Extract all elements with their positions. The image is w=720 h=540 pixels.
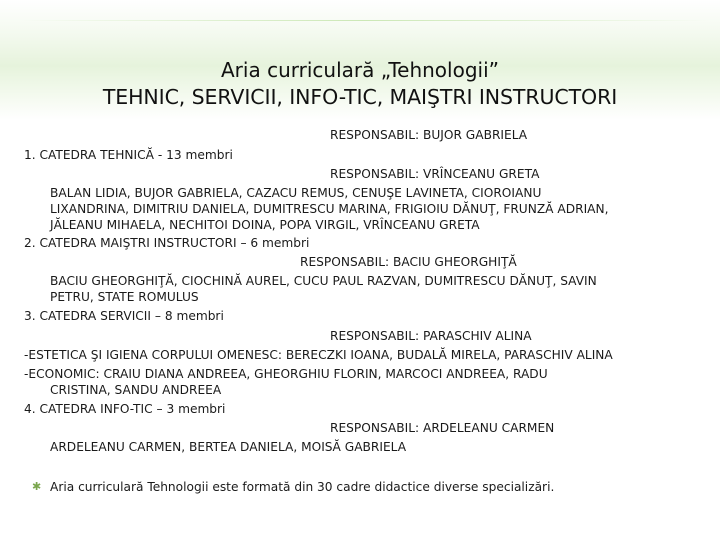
footnote-text: Aria curriculară Tehnologii este formată din 30 cadre didactice diverse specializări. xyxy=(50,480,555,494)
responsabil-servicii: RESPONSABIL: PARASCHIV ALINA xyxy=(330,329,532,343)
responsabil-maistri: RESPONSABIL: BACIU GHEORGHIŢĂ xyxy=(300,255,517,269)
responsabil-tehnica: RESPONSABIL: VRÎNCEANU GRETA xyxy=(330,167,540,181)
servicii-economic-line-1: -ECONOMIC: CRAIU DIANA ANDREEA, GHEORGHIU FLORIN, MARCOCI ANDREEA, RADU xyxy=(24,367,548,381)
responsabil-tehnic: RESPONSABIL: BUJOR GABRIELA xyxy=(330,128,528,142)
catedra-maistri-heading: 2. CATEDRA MAIŞTRI INSTRUCTORI – 6 membri xyxy=(24,236,310,250)
star-bullet-icon: ✱ xyxy=(32,480,42,493)
members-tehnica-line-2: LIXANDRINA, DIMITRIU DANIELA, DUMITRESCU MARINA, FRIGIOIU DĂNUŢ, FRUNZĂ ADRIAN, xyxy=(50,202,609,216)
servicii-economic-line-2: CRISTINA, SANDU ANDREEA xyxy=(50,383,222,397)
servicii-estetica-line: -ESTETICA ŞI IGIENA CORPULUI OMENESC: BERECZKI IOANA, BUDALĂ MIRELA, PARASCHIV ALINA xyxy=(24,348,613,362)
members-maistri-line-1: BACIU GHEORGHIŢĂ, CIOCHINĂ AUREL, CUCU PAUL RAZVAN, DUMITRESCU DĂNUŢ, SAVIN xyxy=(50,274,597,288)
members-tehnica-line-3: JĂLEANU MIHAELA, NECHITOI DOINA, POPA VIRGIL, VRÎNCEANU GRETA xyxy=(50,218,480,232)
catedra-infotic-heading: 4. CATEDRA INFO-TIC – 3 membri xyxy=(24,402,226,416)
members-maistri-line-2: PETRU, STATE ROMULUS xyxy=(50,290,199,304)
members-infotic-line: ARDELEANU CARMEN, BERTEA DANIELA, MOISĂ GABRIELA xyxy=(50,440,407,454)
catedra-tehnica-heading: 1. CATEDRA TEHNICĂ - 13 membri xyxy=(24,148,233,162)
header-accent-line xyxy=(20,20,710,21)
catedra-servicii-heading: 3. CATEDRA SERVICII – 8 membri xyxy=(24,309,224,323)
members-tehnica-line-1: BALAN LIDIA, BUJOR GABRIELA, CAZACU REMUS, CENUŞE LAVINETA, CIOROIANU xyxy=(50,186,542,200)
responsabil-infotic: RESPONSABIL: ARDELEANU CARMEN xyxy=(330,421,555,435)
page-subtitle: TEHNIC, SERVICII, INFO-TIC, MAIŞTRI INSTRUCTORI xyxy=(102,85,618,109)
page-title: Aria curriculară „Tehnologii” xyxy=(221,58,499,82)
